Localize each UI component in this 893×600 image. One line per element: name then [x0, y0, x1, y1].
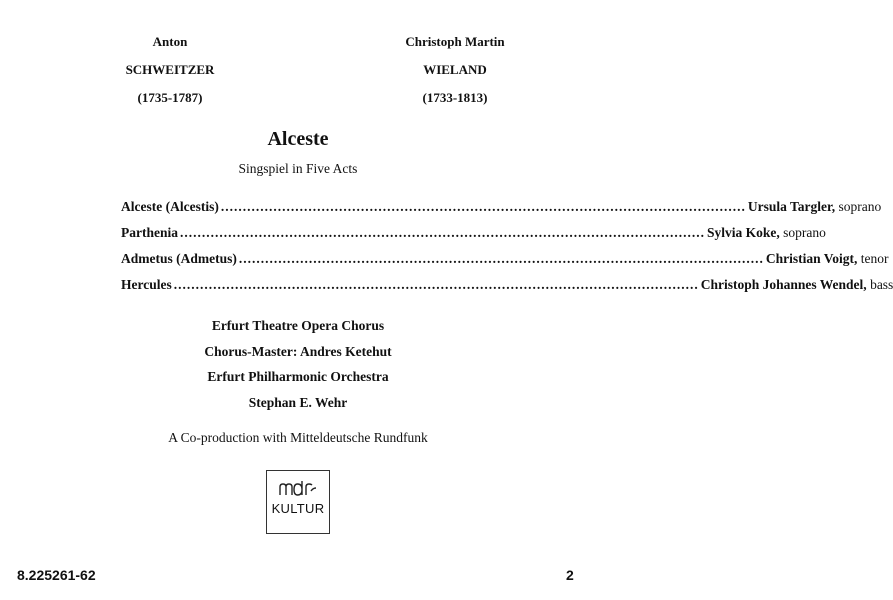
librettist-first-name: Christoph Martin: [405, 34, 505, 49]
cast-leader-dots: ........................................................................................................................: [180, 225, 705, 240]
composer-last-name: SCHWEITZER: [125, 62, 215, 77]
cast-row: [121, 199, 882, 225]
cast-voice: bass: [870, 277, 893, 292]
cast-row: [121, 251, 889, 277]
cast-row: [121, 277, 893, 303]
cast-row: [121, 225, 826, 251]
page-number: 2: [566, 567, 574, 583]
cast-role: Hercules: [121, 277, 172, 292]
catalog-number: 8.225261-62: [17, 567, 96, 583]
cast-list: [121, 199, 893, 303]
composer-first-name: Anton: [152, 34, 188, 49]
librettist-last-name: WIELAND: [423, 62, 487, 77]
cast-singer: Christian Voigt,: [765, 251, 858, 266]
coproduction-note: A Co-production with Mitteldeutsche Rundfunk: [168, 430, 428, 445]
work-title: Alceste: [267, 128, 329, 150]
cast-leader-dots: ........................................................................................................................: [173, 277, 699, 292]
cast-leader-dots: ........................................................................................................................: [238, 251, 764, 266]
cast-voice: tenor: [860, 251, 889, 266]
cast-singer: Sylvia Koke,: [707, 225, 780, 240]
cast-singer: Ursula Targler,: [747, 199, 836, 214]
orchestra-credit: Erfurt Philharmonic Orchestra: [207, 369, 389, 384]
cast-voice: soprano: [783, 225, 826, 240]
librettist-block: [385, 28, 525, 112]
logo-text: KULTUR: [271, 501, 325, 516]
cast-role: Parthenia: [121, 225, 178, 240]
mdr-kultur-logo: [266, 470, 330, 534]
cast-role: Admetus (Admetus): [121, 251, 237, 266]
chorus-credit: Erfurt Theatre Opera Chorus: [211, 318, 385, 333]
cast-leader-dots: ........................................................................................................................: [220, 199, 746, 214]
composer-block: [100, 28, 240, 112]
mdr-logo-icon: [278, 479, 318, 497]
librettist-dates: (1733-1813): [422, 90, 488, 105]
cast-singer: Christoph Johannes Wendel,: [700, 277, 867, 292]
work-subtitle: Singspiel in Five Acts: [238, 161, 358, 176]
chorus-master-credit: Chorus-Master: Andres Ketehut: [204, 343, 392, 359]
cast-voice: soprano: [838, 199, 882, 214]
cast-role: Alceste (Alcestis): [121, 199, 219, 214]
conductor-credit: Stephan E. Wehr: [248, 394, 348, 410]
composer-dates: (1735-1787): [137, 90, 203, 105]
credits-block: [0, 313, 596, 415]
